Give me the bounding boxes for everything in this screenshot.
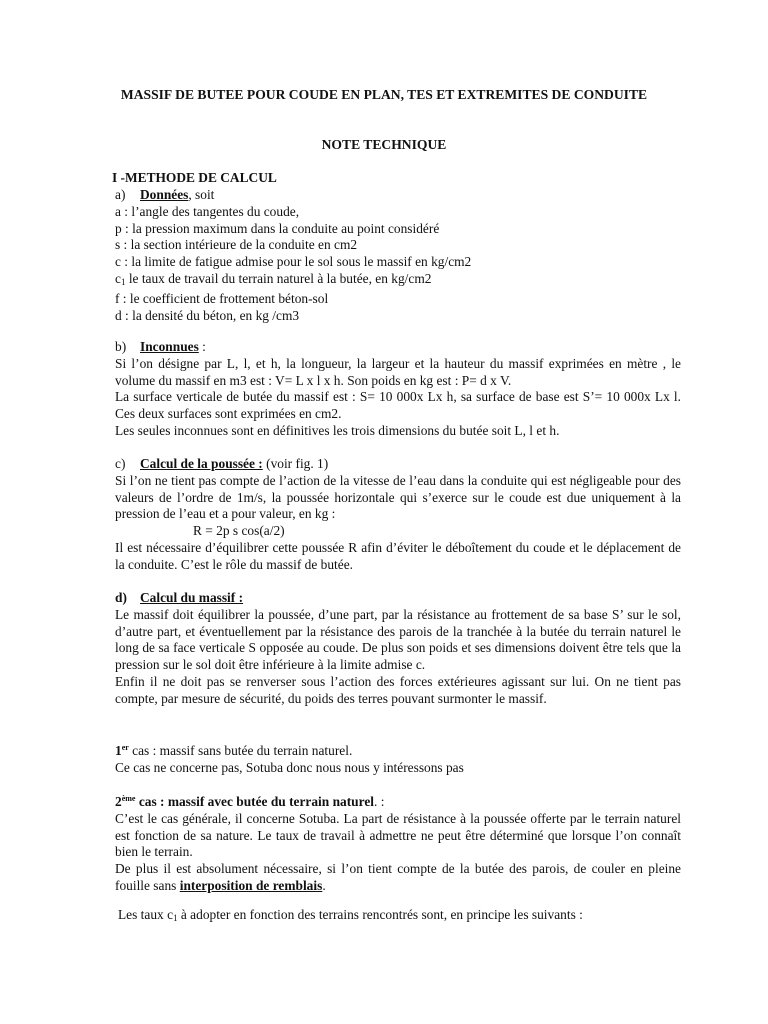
poussee-equation: R = 2p s cos(a/2) <box>193 523 285 539</box>
inconnues-heading: b) Inconnues : <box>115 339 206 354</box>
poussee-heading: c) Calcul de la poussée : (voir fig. 1) <box>115 456 329 471</box>
taux-paragraph: Les taux $c_1$ à adopter en fonction des terrains rencontrés sont, en principe les suivants : <box>118 907 583 923</box>
case-2 <box>112 791 681 895</box>
section-heading-method: I -METHODE DE CALCUL <box>112 170 277 185</box>
inconnues-paragraph: Si l’on désigne par L, l, et h, la longueur, la largeur et la hauteur du massif exprimées en mètre , le volume du massif en m3 est : V= L x l x h. Son poids en kg est : P= d x V. <box>115 355 681 388</box>
donnees-item: p : la pression maximum dans la conduite au point considéré <box>115 220 440 236</box>
case-2-paragraph: De plus il est absolument nécessaire, si l’on tient compte de la butée des parois, de couler en pleine fouille sans interposition de remblais. <box>115 861 681 893</box>
donnees-item: d : la densité du béton, en kg /cm3 <box>115 307 300 323</box>
case-1-text: Ce cas ne concerne pas, Sotuba donc nous nous y intéressons pas <box>115 759 464 775</box>
donnees-item: $c_1$ le taux de travail du terrain naturel à la butée, en kg/cm2 <box>115 270 432 287</box>
massif-paragraph: Enfin il ne doit pas se renverser sous l’action des forces extérieures agissant sur lui. On ne tient pas compte, par mesure de sécurité, du poids des terres pouvant surmonter le massif. <box>115 673 681 706</box>
document-subtitle: NOTE TECHNIQUE <box>321 137 447 152</box>
donnees-item: s : la section intérieure de la conduite en cm2 <box>115 237 358 253</box>
donnees-item: f : le coefficient de frottement béton-sol <box>115 290 329 306</box>
case-1-heading: 1er cas : massif sans butée du terrain naturel. <box>115 743 353 758</box>
massif-heading: d) Calcul du massif : <box>115 590 244 605</box>
donnees-heading: a) Données, soit <box>115 187 215 202</box>
document-title: MASSIF DE BUTEE POUR COUDE EN PLAN, TES ET EXTREMITES DE CONDUITE <box>120 87 648 102</box>
inconnues-paragraph: La surface verticale de butée du massif est : S= 10 000x Lx h, sa surface de base est S’= 10 000x Lx l. Ces deux surfaces sont exprimées en cm2. <box>115 389 681 422</box>
donnees-item: a : l’angle des tangentes du coude, <box>115 203 300 219</box>
case-2-paragraph: C’est le cas générale, il concerne Sotuba. La part de résistance à la poussée offerte par le terrain naturel est fonction de sa nature. Le taux de travail à admettre ne peut être déterminé que lorsque l’on connaît bien le terrain. <box>115 810 681 860</box>
subsection-massif <box>112 590 681 708</box>
poussee-paragraph: Il est nécessaire d’équilibrer cette poussée R afin d’éviter le déboîtement du coude et le déplacement de la conduite. C’est le rôle du massif de butée. <box>115 539 681 572</box>
subsection-donnees <box>112 187 681 324</box>
poussee-paragraph: Si l’on ne tient pas compte de l’action de la vitesse de l’eau dans la conduite qui est négligeable pour des valeurs de l’ordre de 1m/s, la poussée horizontale qui s’exerce sur le coude est due uniquement à la pression de l’eau et a pour valeur, en kg : <box>115 472 681 522</box>
case-2-heading: 2ème cas : massif avec butée du terrain naturel. : <box>115 794 385 809</box>
massif-paragraph: Le massif doit équilibrer la poussée, d’une part, par la résistance au frottement de sa base S’ sur le sol, d’autre part, et éventuellement par la résistance des parois de la tranchée à la butée du terrain naturel le long de sa face verticale S opposée au coude. De plus son poids et ses dimensions doivent être tels que la pression sur le sol doit être inférieure à la limite admise c. <box>115 606 681 673</box>
subsection-poussee <box>112 456 681 574</box>
donnees-item: c : la limite de fatigue admise pour le sol sous le massif en kg/cm2 <box>115 254 472 270</box>
case-1 <box>112 740 681 777</box>
inconnues-paragraph: Les seules inconnues sont en définitives les trois dimensions du butée soit L, l et h. <box>115 422 560 438</box>
subsection-inconnues <box>112 339 681 440</box>
